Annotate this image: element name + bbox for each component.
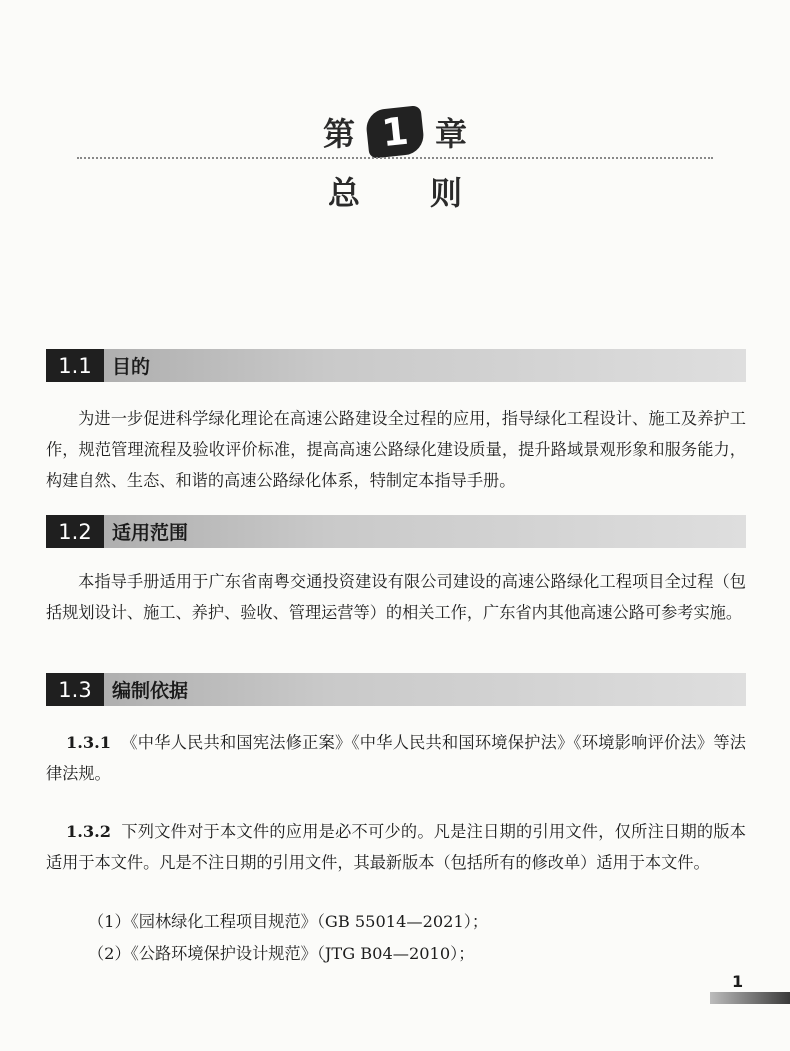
- chapter-suffix: 章: [435, 115, 468, 153]
- clause-text: 《中华人民共和国宪法修正案》《中华人民共和国环境保护法》《环境影响评价法》等法律法规。: [46, 733, 746, 783]
- section-number: 1.1: [46, 349, 104, 382]
- chapter-title: 总则: [327, 174, 532, 212]
- page-corner-bar: [710, 992, 790, 1004]
- section-title: 目的: [112, 356, 151, 378]
- section-1-1-paragraph: [46, 403, 746, 496]
- chapter-number-badge: 1: [365, 105, 426, 159]
- clause-1-3-1: [46, 727, 746, 789]
- chapter-heading: [0, 108, 790, 156]
- clause-number: 1.3.2: [66, 822, 112, 841]
- section-number: 1.3: [46, 673, 104, 706]
- dotted-divider: [77, 157, 713, 159]
- reference-item: （2）《公路环境保护设计规范》（JTG B04—2010）；: [88, 944, 475, 963]
- section-title: 适用范围: [112, 522, 189, 544]
- section-number: 1.2: [46, 515, 104, 548]
- paragraph-text: 为进一步促进科学绿化理论在高速公路建设全过程的应用，指导绿化工程设计、施工及养护工作，规范管理流程及验收评价标准，提高高速公路绿化建设质量，提升路域景观形象和服务能力，构建自然、生态、和谐的高速公路绿化体系，特制定本指导手册。: [46, 409, 746, 490]
- clause-number: 1.3.1: [66, 733, 112, 752]
- clause-1-3-2: [46, 816, 746, 878]
- clause-text: 下列文件对于本文件的应用是必不可少的。凡是注日期的引用文件，仅所注日期的版本适用于本文件。凡是不注日期的引用文件，其最新版本（包括所有的修改单）适用于本文件。: [46, 822, 746, 872]
- paragraph-text: 本指导手册适用于广东省南粤交通投资建设有限公司建设的高速公路绿化工程项目全过程（包括规划设计、施工、养护、验收、管理运营等）的相关工作，广东省内其他高速公路可参考实施。: [46, 572, 746, 622]
- reference-item: （1）《园林绿化工程项目规范》（GB 55014—2021）；: [88, 912, 489, 931]
- page-number: 1: [732, 972, 744, 991]
- section-title: 编制依据: [112, 680, 189, 702]
- section-header-1-2: [46, 515, 746, 548]
- section-1-2-paragraph: [46, 566, 746, 628]
- chapter-prefix: 第: [322, 115, 355, 153]
- section-header-1-3: [46, 673, 746, 706]
- section-header-1-1: [46, 349, 746, 382]
